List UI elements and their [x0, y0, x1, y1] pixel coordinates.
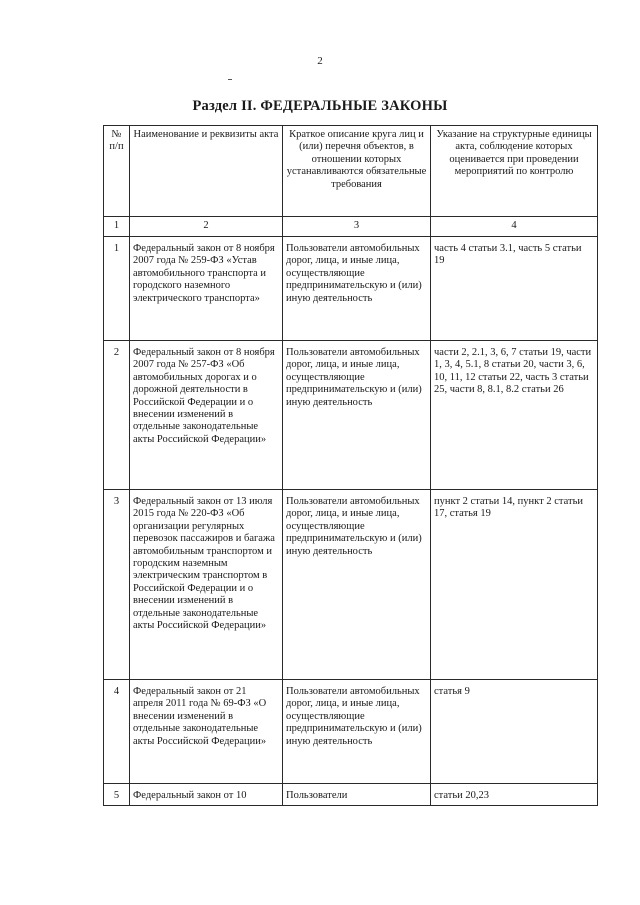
persons-cell: Пользователи автомобильных дорог, лица, и иные лица, осуществляющие предпринимательскую и (или) иную деятельность	[283, 680, 431, 784]
row-number: 5	[104, 784, 130, 806]
page-number: 2	[317, 55, 323, 67]
units-cell: статьи 20,23	[431, 784, 598, 806]
row-number: 3	[104, 490, 130, 680]
act-name-cell: Федеральный закон от 13 июля 2015 года № 220-ФЗ «Об организации регулярных перевозок пассажиров и багажа автомобильным транспортом и городским наземным электрическим транспортом в Российской Федерации и о внесении изменений в отдельные законодательные акты Российской Федерации»	[130, 490, 283, 680]
header-number: № п/п	[104, 126, 130, 217]
row-number: 4	[104, 680, 130, 784]
units-cell: пункт 2 статьи 14, пункт 2 статьи 17, статья 19	[431, 490, 598, 680]
column-index: 3	[283, 217, 431, 237]
persons-cell: Пользователи автомобильных дорог, лица, и иные лица, осуществляющие предпринимательскую и (или) иную деятельность	[283, 237, 431, 341]
act-name-cell: Федеральный закон от 8 ноября 2007 года № 259-ФЗ «Устав автомобильного транспорта и городского наземного электрического транспорта»	[130, 237, 283, 341]
federal-laws-table	[103, 125, 598, 806]
row-number: 2	[104, 341, 130, 490]
column-index: 4	[431, 217, 598, 237]
header-structural-units: Указание на структурные единицы акта, соблюдение которых оценивается при проведении мероприятий по контролю	[431, 126, 598, 217]
section-title: Раздел II. ФЕДЕРАЛЬНЫЕ ЗАКОНЫ	[192, 98, 448, 114]
persons-cell: Пользователи автомобильных дорог, лица, и иные лица, осуществляющие предпринимательскую и (или) иную деятельность	[283, 490, 431, 680]
table-row	[104, 490, 598, 680]
column-index: 2	[130, 217, 283, 237]
row-number: 1	[104, 237, 130, 341]
table-header-row	[104, 126, 598, 217]
column-index-row	[104, 217, 598, 237]
units-cell: части 2, 2.1, 3, 6, 7 статьи 19, части 1, 3, 4, 5.1, 8 статьи 20, части 3, 6, 10, 11, 12 статьи 22, часть 3 статьи 25, части 8, 8.1, 8.2 статьи 26	[431, 341, 598, 490]
table-row	[104, 784, 598, 806]
scan-mark	[228, 79, 232, 80]
header-act-name: Наименование и реквизиты акта	[130, 126, 283, 217]
act-name-cell: Федеральный закон от 21 апреля 2011 года № 69-ФЗ «О внесении изменений в отдельные законодательные акты Российской Федерации»	[130, 680, 283, 784]
table-row	[104, 237, 598, 341]
persons-cell: Пользователи	[283, 784, 431, 806]
column-index: 1	[104, 217, 130, 237]
act-name-cell: Федеральный закон от 10	[130, 784, 283, 806]
units-cell: часть 4 статьи 3.1, часть 5 статьи 19	[431, 237, 598, 341]
table-row	[104, 680, 598, 784]
act-name-cell: Федеральный закон от 8 ноября 2007 года № 257-ФЗ «Об автомобильных дорогах и о дорожной деятельности в Российской Федерации и о внесении изменений в отдельные законодательные акты Российской Федерации»	[130, 341, 283, 490]
header-persons-description: Краткое описание круга лиц и (или) перечня объектов, в отношении которых устанавливаются обязательные требования	[283, 126, 431, 217]
persons-cell: Пользователи автомобильных дорог, лица, и иные лица, осуществляющие предпринимательскую и (или) иную деятельность	[283, 341, 431, 490]
units-cell: статья 9	[431, 680, 598, 784]
table-row	[104, 341, 598, 490]
